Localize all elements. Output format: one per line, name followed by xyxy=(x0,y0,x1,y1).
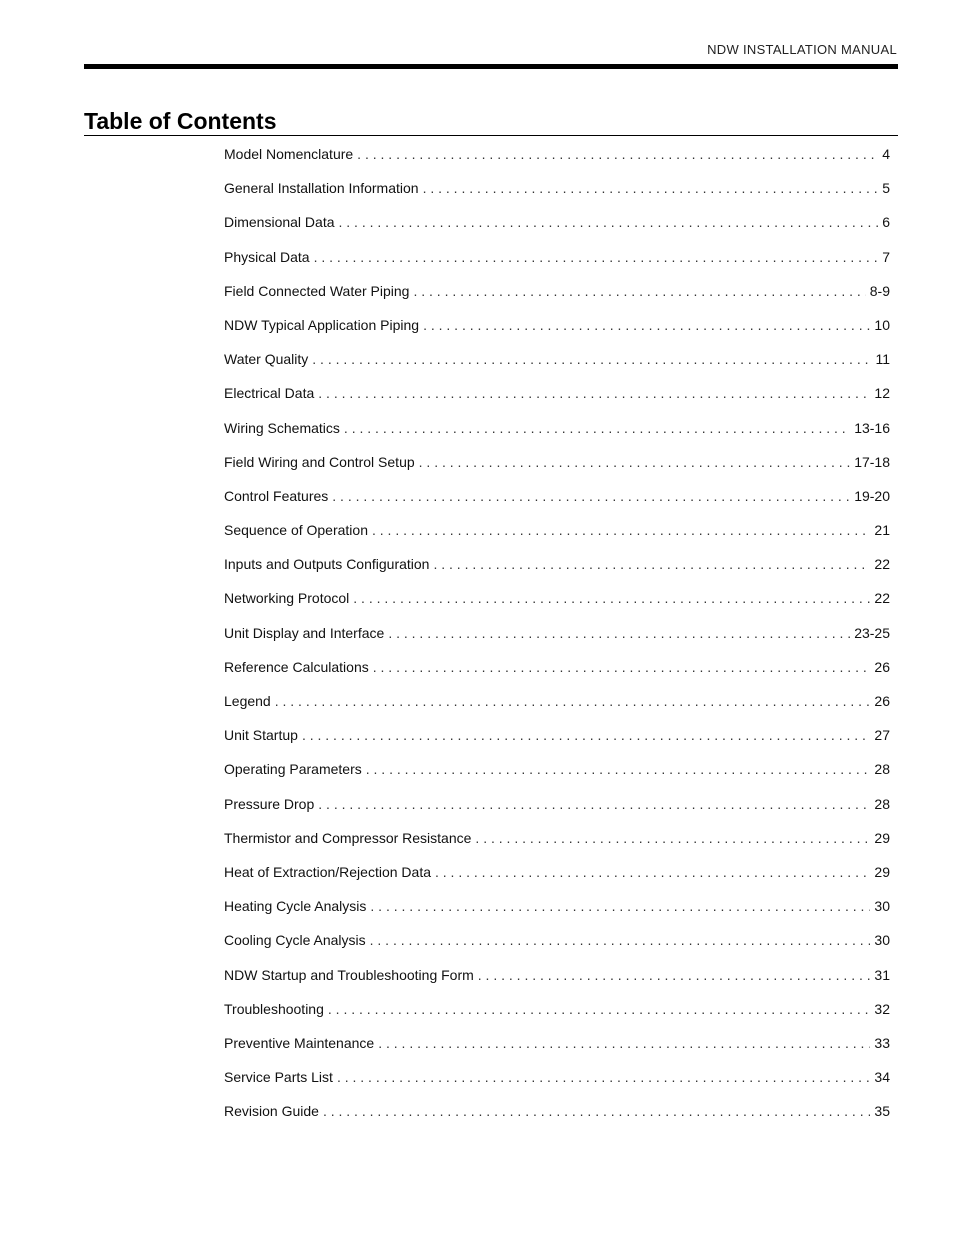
toc-entry-page: 26 xyxy=(874,693,890,709)
toc-entry-page: 11 xyxy=(875,351,890,368)
toc-entry-label: Control Features xyxy=(224,487,329,504)
page-title: Table of Contents xyxy=(84,108,277,134)
toc-entry-label: Wiring Schematics xyxy=(224,419,340,436)
toc-entry-page: 5 xyxy=(882,180,890,197)
toc-dot-leader xyxy=(373,659,871,675)
toc-dot-leader xyxy=(353,590,870,606)
toc-entry-page: 4 xyxy=(882,146,890,162)
toc-dot-leader xyxy=(314,249,879,265)
toc-entry-page: 22 xyxy=(874,590,890,607)
toc-entry-label: Cooling Cycle Analysis xyxy=(224,932,366,949)
toc-entry[interactable] xyxy=(224,146,890,180)
toc-dot-leader xyxy=(370,932,871,948)
toc-entry-page: 31 xyxy=(874,966,890,983)
toc-entry-page: 26 xyxy=(874,658,890,675)
toc-entry[interactable] xyxy=(224,385,890,419)
toc-dot-leader xyxy=(332,488,850,504)
toc-entry[interactable] xyxy=(224,420,890,454)
toc-entry-page: 29 xyxy=(874,863,890,880)
title-rule xyxy=(84,135,898,136)
toc-entry[interactable] xyxy=(224,693,890,727)
toc-dot-leader xyxy=(323,1103,870,1119)
toc-entry-page: 30 xyxy=(874,898,890,915)
toc-dot-leader xyxy=(339,214,879,230)
toc-dot-leader xyxy=(312,351,871,367)
toc-entry-page: 7 xyxy=(882,248,890,265)
toc-entry-label: Revision Guide xyxy=(224,1103,319,1120)
toc-entry[interactable] xyxy=(224,1069,890,1103)
toc-entry-label: Heating Cycle Analysis xyxy=(224,898,367,915)
toc-entry-label: Water Quality xyxy=(224,351,309,368)
toc-entry-page: 17-18 xyxy=(854,453,890,470)
toc-dot-leader xyxy=(478,967,871,983)
toc-dot-leader xyxy=(318,385,870,401)
toc-entry[interactable] xyxy=(224,1103,890,1137)
toc-dot-leader xyxy=(337,1069,870,1085)
toc-entry[interactable] xyxy=(224,249,890,283)
toc-entry[interactable] xyxy=(224,590,890,624)
toc-dot-leader xyxy=(344,420,850,436)
header-rule xyxy=(84,64,898,69)
toc-entry-label: Inputs and Outputs Configuration xyxy=(224,556,430,573)
toc-dot-leader xyxy=(423,180,879,196)
toc-entry[interactable] xyxy=(224,967,890,1001)
toc-entry[interactable] xyxy=(224,864,890,898)
toc-entry[interactable] xyxy=(224,1001,890,1035)
toc-entry-label: Operating Parameters xyxy=(224,761,362,778)
toc-entry-label: Thermistor and Compressor Resistance xyxy=(224,829,472,846)
toc-entry[interactable] xyxy=(224,317,890,351)
toc-entry-page: 19-20 xyxy=(854,487,890,504)
toc-entry[interactable] xyxy=(224,556,890,590)
toc-entry-page: 22 xyxy=(874,556,890,573)
toc-entry-page: 29 xyxy=(874,829,890,846)
toc-entry-label: Legend xyxy=(224,693,271,709)
toc-entry-label: Electrical Data xyxy=(224,385,315,402)
toc-entry[interactable] xyxy=(224,659,890,693)
toc-entry-label: NDW Startup and Troubleshooting Form xyxy=(224,966,474,983)
toc-entry-label: Pressure Drop xyxy=(224,795,315,812)
toc-entry-label: NDW Typical Application Piping xyxy=(224,316,420,333)
toc-entry-page: 13-16 xyxy=(854,419,890,436)
toc-dot-leader xyxy=(275,693,871,709)
toc-dot-leader xyxy=(433,556,870,572)
toc-entry-label: Model Nomenclature xyxy=(224,146,354,162)
toc-dot-leader xyxy=(372,522,870,538)
toc-entry-label: Service Parts List xyxy=(224,1069,333,1086)
toc-entry-label: Troubleshooting xyxy=(224,1000,324,1017)
toc-entry-label: Reference Calculations xyxy=(224,658,369,675)
toc-dot-leader xyxy=(370,898,870,914)
toc-entry[interactable] xyxy=(224,796,890,830)
toc-entry[interactable] xyxy=(224,454,890,488)
toc-entry-label: Unit Startup xyxy=(224,727,298,744)
toc-entry-page: 28 xyxy=(874,795,890,812)
toc-entry[interactable] xyxy=(224,625,890,659)
toc-entry[interactable] xyxy=(224,1035,890,1069)
toc-dot-leader xyxy=(435,864,870,880)
toc-entry[interactable] xyxy=(224,180,890,214)
toc-entry-page: 33 xyxy=(874,1034,890,1051)
toc-entry-page: 32 xyxy=(874,1000,890,1017)
toc-entry-page: 27 xyxy=(874,727,890,744)
toc-dot-leader xyxy=(475,830,870,846)
toc-entry[interactable] xyxy=(224,522,890,556)
toc-entry[interactable] xyxy=(224,761,890,795)
toc-entry-page: 12 xyxy=(874,385,890,402)
toc-dot-leader xyxy=(423,317,870,333)
toc-entry-label: Heat of Extraction/Rejection Data xyxy=(224,863,431,880)
toc-dot-leader xyxy=(357,146,878,162)
toc-entry[interactable] xyxy=(224,898,890,932)
toc-dot-leader xyxy=(318,796,870,812)
toc-entry[interactable] xyxy=(224,351,890,385)
toc-entry-label: General Installation Information xyxy=(224,180,419,197)
toc-dot-leader xyxy=(388,625,850,641)
toc-entry-page: 21 xyxy=(874,522,890,539)
toc-entry[interactable] xyxy=(224,283,890,317)
running-header: NDW INSTALLATION MANUAL xyxy=(707,42,897,57)
toc-dot-leader xyxy=(328,1001,871,1017)
toc-dot-leader xyxy=(419,454,851,470)
toc-dot-leader xyxy=(366,761,871,777)
toc-entry-page: 8-9 xyxy=(869,282,890,299)
toc-entry-label: Physical Data xyxy=(224,248,310,265)
toc-entry-page: 30 xyxy=(874,932,890,949)
toc-entry-page: 10 xyxy=(874,316,890,333)
toc-entry-label: Field Connected Water Piping xyxy=(224,282,410,299)
toc-entry[interactable] xyxy=(224,932,890,966)
toc-entry-label: Unit Display and Interface xyxy=(224,624,385,641)
toc-dot-leader xyxy=(378,1035,870,1051)
toc-entry-label: Preventive Maintenance xyxy=(224,1034,375,1051)
toc-entry-page: 23-25 xyxy=(854,624,890,641)
toc-entry-page: 6 xyxy=(882,214,890,231)
toc-dot-leader xyxy=(302,727,870,743)
toc-entry[interactable] xyxy=(224,830,890,864)
toc-entry-label: Dimensional Data xyxy=(224,214,335,231)
toc-entry[interactable] xyxy=(224,727,890,761)
toc-list xyxy=(224,146,890,1137)
toc-entry-label: Field Wiring and Control Setup xyxy=(224,453,415,470)
toc-entry[interactable] xyxy=(224,214,890,248)
toc-entry-page: 28 xyxy=(874,761,890,778)
toc-entry-page: 35 xyxy=(874,1103,890,1120)
toc-entry[interactable] xyxy=(224,488,890,522)
toc-entry-label: Sequence of Operation xyxy=(224,522,368,539)
toc-dot-leader xyxy=(413,283,865,299)
toc-entry-label: Networking Protocol xyxy=(224,590,350,607)
toc-entry-page: 34 xyxy=(874,1069,890,1086)
